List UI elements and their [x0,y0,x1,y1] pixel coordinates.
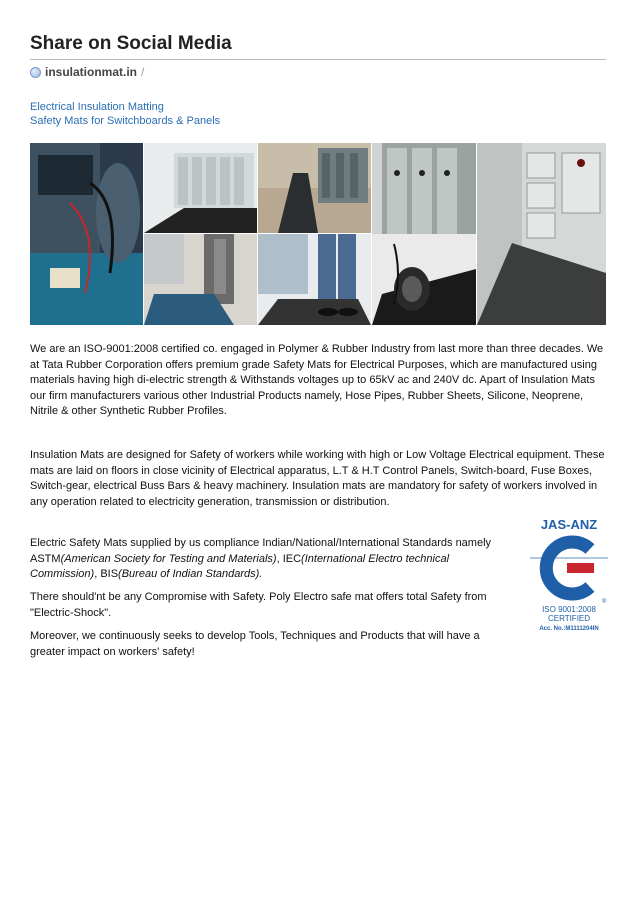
rolled-mat-overlay-photo [372,234,476,325]
cert-registered-mark: ® [602,599,607,605]
bis-fullname: (Bureau of Indian Standards). [118,568,263,580]
switchgear-room-photo [144,143,257,233]
safety-paragraph: There should'nt be any Compromise with Safety. Poly Electro safe mat offers total Safety from "Electric-Shock". [30,591,487,619]
panel-worker-photo [30,143,143,325]
panel-mat-photo [477,143,606,325]
globe-icon [30,67,41,78]
iec-fullname: (International Electro technical Commission) [30,552,450,580]
site-link[interactable]: insulationmat.in [45,65,138,79]
insulation-mats-paragraph: Insulation Mats are designed for Safety of workers while working with high or Low Voltage Electrical equipment. These mats are laid on floors in close vicinity of Electrical apparatus, L.T & H.T Control Panels, Switch-board, Fuse Boxes, Switch-gear, electrical Buss Bars & heavy machinery. Insulation mats are mandatory for safety of workers involved in any operation related to electricity generation, transmission or distribution. [30,449,605,508]
jas-anz-certificate-logo [530,515,608,635]
site-breadcrumb [30,65,144,79]
breadcrumb-separator: / [141,65,145,79]
iec-label: IEC [282,552,302,565]
tiled-floor-mat-photo [144,234,257,325]
intro-paragraph: We are an ISO-9001:2008 certified co. engaged in Polymer & Rubber Industry from last more than three decades. We at Tata Rubber Corporation offers premium grade Safety Mats for Electrical Purposes, which are manufactured using materials having high di-electric strength & Withstands voltages up to 65kV ac and 240V dc. Apart of Insulation Mats our firm manufacturers various other Industrial Products namely, Hose Pipes, Rubber Sheets, Silicone, Neoprene, Nitrile & other Synthetic Rubber Profiles. [30,343,604,417]
page-links [30,100,220,128]
cert-line3: Acc. No.:M1111204IN [539,626,599,632]
cert-line1: ISO 9001:2008 [542,605,596,614]
product-photo-collage [30,143,606,325]
standards-paragraph: Electric Safety Mats supplied by us compliance Indian/National/International Standards namely ASTM(American Society for Testing and Materials), IEC(International Electro technical Commission), BIS(Bureau of Indian Standards). [30,537,492,580]
mat-room-photo [258,143,371,233]
astm-fullname: (American Society for Testing and Materials) [60,552,277,565]
feet-on-mat-photo [258,234,371,325]
bis-label: BIS [100,568,119,580]
link-electrical-insulation-matting[interactable]: Electrical Insulation Matting [30,101,164,113]
link-safety-mats-switchboards[interactable]: Safety Mats for Switchboards & Panels [30,115,221,127]
cert-brand: JAS-ANZ [540,517,598,532]
development-paragraph: Moreover, we continuously seeks to develop Tools, Techniques and Products that will have a greater impact on workers' safety! [30,630,480,658]
standards-lead-text: Electric Safety Mats supplied by us compliance Indian/National/International Standards namely [30,537,492,549]
page-title: Share on Social Media [30,33,232,54]
cert-line2: CERTIFIED [547,614,591,623]
title-divider [30,59,606,60]
astm-label: ASTM [30,552,61,565]
